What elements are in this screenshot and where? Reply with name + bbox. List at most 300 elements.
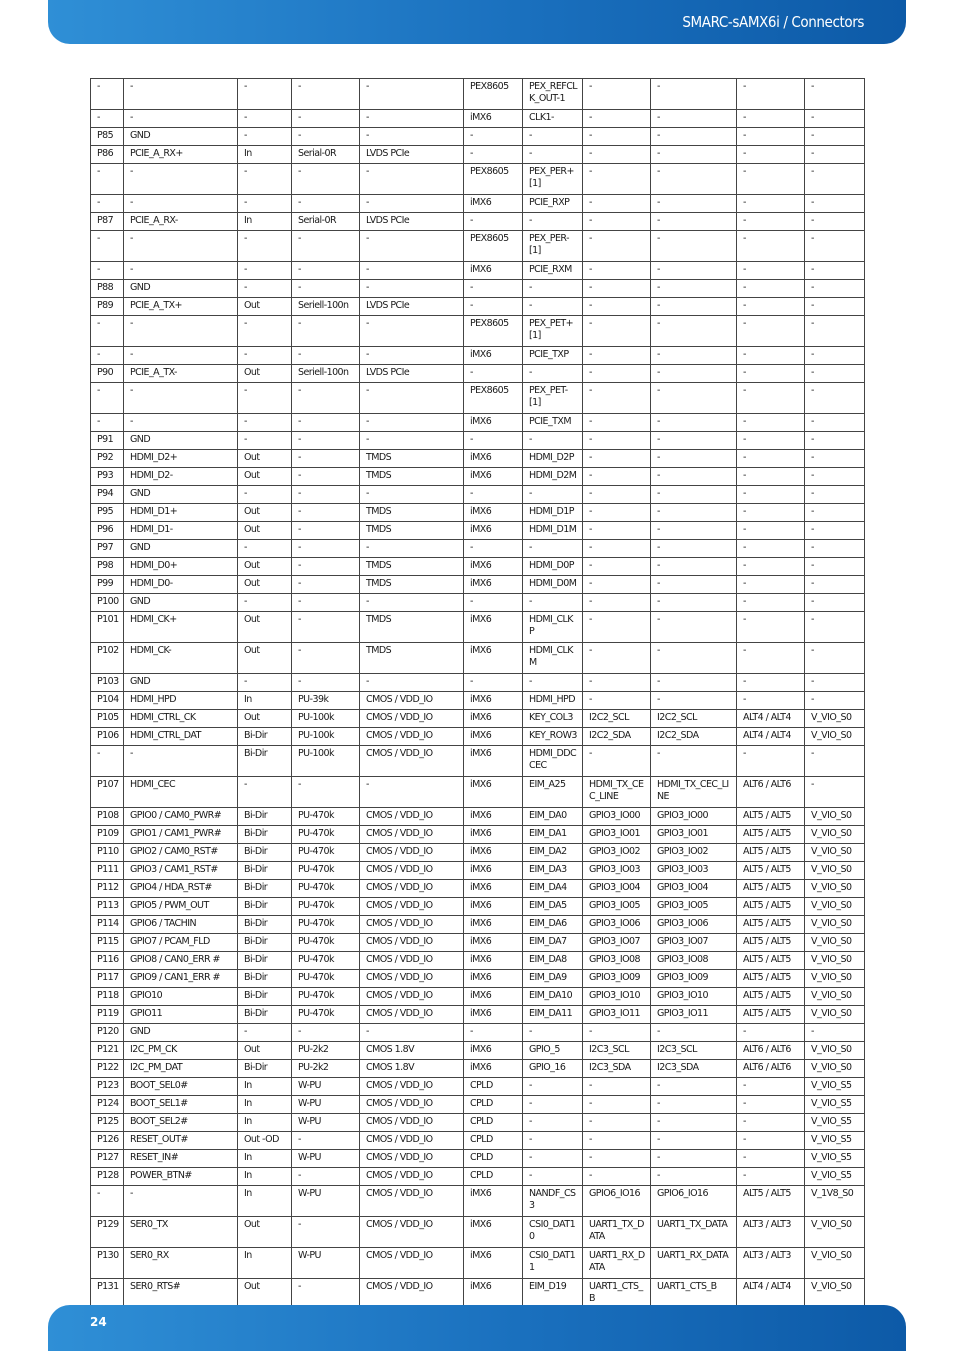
table-row — [91, 414, 865, 432]
table-cell: TMDS — [360, 504, 464, 522]
table-cell: I2C3_SCL — [583, 1042, 651, 1060]
table-cell: V_VIO_S0 — [805, 916, 865, 934]
table-cell: iMX6 — [464, 970, 523, 988]
table-cell: P119 — [91, 1006, 124, 1024]
table-cell: - — [292, 383, 360, 414]
table-cell: GND — [124, 486, 238, 504]
table-cell: - — [737, 522, 805, 540]
table-cell: - — [651, 692, 737, 710]
page-footer — [48, 1305, 906, 1351]
table-cell: - — [805, 486, 865, 504]
table-cell: CLK1- — [523, 110, 583, 128]
table-cell: - — [805, 195, 865, 213]
table-cell: P92 — [91, 450, 124, 468]
table-cell: P116 — [91, 952, 124, 970]
table-cell: PU-2k2 — [292, 1042, 360, 1060]
table-cell: - — [91, 195, 124, 213]
table-cell: CSI0_DAT11 — [523, 1248, 583, 1279]
table-cell: In — [238, 1186, 292, 1217]
table-row — [91, 1060, 865, 1078]
table-cell: iMX6 — [464, 746, 523, 777]
table-cell: - — [238, 128, 292, 146]
table-cell: PU-470k — [292, 934, 360, 952]
table-cell: - — [238, 540, 292, 558]
table-cell: P97 — [91, 540, 124, 558]
table-cell: W-PU — [292, 1078, 360, 1096]
table-cell: ALT5 / ALT5 — [737, 1186, 805, 1217]
table-cell: - — [464, 298, 523, 316]
table-cell: iMX6 — [464, 504, 523, 522]
table-cell: - — [292, 414, 360, 432]
table-cell: - — [523, 1096, 583, 1114]
table-cell: W-PU — [292, 1150, 360, 1168]
table-cell: - — [805, 522, 865, 540]
table-cell: CPLD — [464, 1078, 523, 1096]
table-cell: - — [805, 213, 865, 231]
table-cell: iMX6 — [464, 777, 523, 808]
table-cell: - — [464, 540, 523, 558]
table-row — [91, 808, 865, 826]
table-cell: GND — [124, 432, 238, 450]
table-cell: P111 — [91, 862, 124, 880]
table-cell: - — [651, 643, 737, 674]
table-cell: - — [651, 146, 737, 164]
table-cell: Bi-Dir — [238, 728, 292, 746]
table-cell: PEX_PER-[1] — [523, 231, 583, 262]
table-cell: P89 — [91, 298, 124, 316]
table-cell: - — [583, 522, 651, 540]
table-cell: Bi-Dir — [238, 934, 292, 952]
table-cell: V_VIO_S0 — [805, 826, 865, 844]
table-cell: - — [651, 231, 737, 262]
table-body — [91, 79, 865, 1310]
table-cell: - — [583, 692, 651, 710]
table-cell: - — [464, 594, 523, 612]
table-cell: GPIO7 / PCAM_FLD — [124, 934, 238, 952]
table-cell: CMOS / VDD_IO — [360, 844, 464, 862]
table-cell: CPLD — [464, 1114, 523, 1132]
table-cell: ALT4 / ALT4 — [737, 728, 805, 746]
table-cell: P127 — [91, 1150, 124, 1168]
table-cell: RESET_OUT# — [124, 1132, 238, 1150]
connector-pin-table — [90, 78, 865, 1310]
table-cell: V_VIO_S0 — [805, 710, 865, 728]
table-cell: - — [651, 504, 737, 522]
table-cell: P95 — [91, 504, 124, 522]
table-cell: - — [523, 432, 583, 450]
table-cell: UART1_RX_DATA — [651, 1248, 737, 1279]
table-cell: V_VIO_S0 — [805, 728, 865, 746]
table-cell: - — [292, 316, 360, 347]
table-row — [91, 432, 865, 450]
table-cell: - — [238, 347, 292, 365]
table-cell: ALT5 / ALT5 — [737, 880, 805, 898]
table-cell: CMOS / VDD_IO — [360, 988, 464, 1006]
table-row — [91, 576, 865, 594]
table-cell: P101 — [91, 612, 124, 643]
table-cell: - — [805, 468, 865, 486]
table-cell: GPIO3_IO07 — [651, 934, 737, 952]
table-cell: ALT5 / ALT5 — [737, 844, 805, 862]
table-cell: GPIO3_IO01 — [651, 826, 737, 844]
table-cell: GPIO0 / CAM0_PWR# — [124, 808, 238, 826]
table-row — [91, 79, 865, 110]
table-cell: SER0_RX — [124, 1248, 238, 1279]
table-cell: - — [124, 164, 238, 195]
table-cell: iMX6 — [464, 1186, 523, 1217]
table-cell: TMDS — [360, 643, 464, 674]
table-cell: - — [360, 777, 464, 808]
table-cell: W-PU — [292, 1186, 360, 1217]
table-cell: Out — [238, 522, 292, 540]
table-cell: - — [360, 262, 464, 280]
table-cell: P117 — [91, 970, 124, 988]
table-cell: P90 — [91, 365, 124, 383]
table-cell: - — [805, 674, 865, 692]
table-cell: - — [523, 1150, 583, 1168]
table-cell: - — [583, 674, 651, 692]
table-cell: GPIO11 — [124, 1006, 238, 1024]
table-cell: ALT5 / ALT5 — [737, 934, 805, 952]
table-cell: - — [523, 486, 583, 504]
table-cell: P106 — [91, 728, 124, 746]
table-cell: CMOS / VDD_IO — [360, 826, 464, 844]
table-cell: - — [805, 432, 865, 450]
table-cell: - — [523, 1024, 583, 1042]
table-cell: P98 — [91, 558, 124, 576]
table-cell: - — [360, 540, 464, 558]
table-cell: - — [737, 347, 805, 365]
table-cell: P103 — [91, 674, 124, 692]
table-cell: P122 — [91, 1060, 124, 1078]
table-cell: GPIO3_IO02 — [651, 844, 737, 862]
table-cell: In — [238, 146, 292, 164]
table-cell: HDMI_CTRL_DAT — [124, 728, 238, 746]
page-number: 24 — [90, 1315, 107, 1329]
table-cell: P88 — [91, 280, 124, 298]
table-cell: HDMI_CLKM — [523, 643, 583, 674]
table-cell: - — [805, 128, 865, 146]
table-cell: P125 — [91, 1114, 124, 1132]
table-cell: TMDS — [360, 468, 464, 486]
table-cell: EIM_DA2 — [523, 844, 583, 862]
table-row — [91, 844, 865, 862]
table-cell: - — [523, 128, 583, 146]
table-cell: - — [737, 414, 805, 432]
table-row — [91, 916, 865, 934]
table-cell: In — [238, 1114, 292, 1132]
table-cell: - — [805, 777, 865, 808]
table-row — [91, 383, 865, 414]
table-cell: iMX6 — [464, 1006, 523, 1024]
table-cell: UART1_CTS_B — [583, 1279, 651, 1310]
table-cell: - — [583, 128, 651, 146]
table-cell: CMOS 1.8V — [360, 1060, 464, 1078]
table-cell: In — [238, 1150, 292, 1168]
table-cell: GPIO9 / CAN1_ERR # — [124, 970, 238, 988]
table-cell: - — [651, 383, 737, 414]
table-cell: V_VIO_S0 — [805, 1248, 865, 1279]
table-cell: - — [805, 594, 865, 612]
table-cell: PEX8605 — [464, 79, 523, 110]
table-cell: EIM_D19 — [523, 1279, 583, 1310]
table-cell: HDMI_TX_CEC_LINE — [583, 777, 651, 808]
table-cell: - — [91, 1186, 124, 1217]
table-cell: - — [238, 432, 292, 450]
table-cell: - — [737, 1168, 805, 1186]
table-cell: Out — [238, 365, 292, 383]
table-cell: - — [737, 146, 805, 164]
table-cell: - — [805, 540, 865, 558]
table-cell: - — [651, 365, 737, 383]
table-cell: Out — [238, 1217, 292, 1248]
table-cell: - — [651, 262, 737, 280]
table-cell: GPIO3_IO06 — [651, 916, 737, 934]
table-cell: - — [583, 213, 651, 231]
table-cell: - — [651, 594, 737, 612]
table-cell: - — [651, 1168, 737, 1186]
table-cell: HDMI_D1- — [124, 522, 238, 540]
table-cell: PCIE_A_TX+ — [124, 298, 238, 316]
table-cell: In — [238, 1248, 292, 1279]
table-cell: TMDS — [360, 612, 464, 643]
table-cell: - — [805, 146, 865, 164]
table-cell: P87 — [91, 213, 124, 231]
table-cell: V_VIO_S0 — [805, 1217, 865, 1248]
table-cell: GPIO3_IO03 — [651, 862, 737, 880]
table-cell: - — [737, 383, 805, 414]
table-cell: GPIO3_IO05 — [651, 898, 737, 916]
table-cell: V_VIO_S0 — [805, 844, 865, 862]
table-cell: - — [292, 262, 360, 280]
table-cell: I2C2_SCL — [583, 710, 651, 728]
table-cell: - — [583, 280, 651, 298]
table-cell: iMX6 — [464, 880, 523, 898]
table-cell: - — [651, 128, 737, 146]
table-cell: Out — [238, 1042, 292, 1060]
table-cell: P99 — [91, 576, 124, 594]
table-cell: iMX6 — [464, 1042, 523, 1060]
table-cell: - — [360, 110, 464, 128]
table-cell: - — [91, 347, 124, 365]
table-cell: GPIO3_IO08 — [651, 952, 737, 970]
table-cell: I2C3_SDA — [583, 1060, 651, 1078]
table-row — [91, 486, 865, 504]
table-cell: Serial-0R — [292, 146, 360, 164]
table-cell: - — [91, 79, 124, 110]
table-cell: - — [91, 383, 124, 414]
table-cell: - — [523, 540, 583, 558]
table-cell: iMX6 — [464, 1217, 523, 1248]
table-row — [91, 1217, 865, 1248]
table-cell: - — [292, 1279, 360, 1310]
table-cell: - — [651, 746, 737, 777]
table-cell: - — [583, 316, 651, 347]
table-cell: - — [737, 1024, 805, 1042]
table-cell: - — [737, 262, 805, 280]
table-cell: - — [292, 576, 360, 594]
table-cell: - — [737, 450, 805, 468]
table-cell: HDMI_TX_CEC_LINE — [651, 777, 737, 808]
table-cell: - — [238, 110, 292, 128]
table-cell: EIM_DA7 — [523, 934, 583, 952]
table-cell: - — [292, 504, 360, 522]
table-row — [91, 1248, 865, 1279]
table-cell: - — [583, 486, 651, 504]
table-cell: BOOT_SEL2# — [124, 1114, 238, 1132]
table-cell: Bi-Dir — [238, 1006, 292, 1024]
table-cell: - — [805, 450, 865, 468]
table-cell: - — [651, 347, 737, 365]
table-cell: - — [583, 110, 651, 128]
table-cell: - — [737, 540, 805, 558]
table-cell: P105 — [91, 710, 124, 728]
table-cell: - — [464, 146, 523, 164]
table-cell: CMOS / VDD_IO — [360, 692, 464, 710]
table-cell: - — [292, 522, 360, 540]
table-cell: CMOS / VDD_IO — [360, 916, 464, 934]
table-cell: - — [523, 298, 583, 316]
table-cell: - — [292, 1024, 360, 1042]
table-cell: - — [805, 365, 865, 383]
table-cell: PCIE_A_RX+ — [124, 146, 238, 164]
table-cell: - — [805, 643, 865, 674]
table-cell: - — [292, 164, 360, 195]
table-cell: ALT5 / ALT5 — [737, 1006, 805, 1024]
table-cell: - — [651, 164, 737, 195]
table-cell: - — [583, 432, 651, 450]
table-cell: ALT5 / ALT5 — [737, 988, 805, 1006]
table-cell: In — [238, 1168, 292, 1186]
table-cell: - — [583, 231, 651, 262]
table-cell: P130 — [91, 1248, 124, 1279]
table-cell: - — [737, 213, 805, 231]
table-cell: - — [292, 128, 360, 146]
table-cell: - — [124, 316, 238, 347]
table-cell: P123 — [91, 1078, 124, 1096]
table-row — [91, 826, 865, 844]
table-cell: P86 — [91, 146, 124, 164]
table-cell: LVDS PCIe — [360, 213, 464, 231]
table-cell: PU-470k — [292, 898, 360, 916]
table-row — [91, 1078, 865, 1096]
table-cell: - — [583, 1096, 651, 1114]
table-row — [91, 674, 865, 692]
table-cell: - — [583, 79, 651, 110]
table-cell: - — [651, 316, 737, 347]
table-cell: - — [292, 643, 360, 674]
table-cell: GPIO3_IO02 — [583, 844, 651, 862]
table-cell: HDMI_D0- — [124, 576, 238, 594]
table-cell: PU-470k — [292, 970, 360, 988]
table-cell: P85 — [91, 128, 124, 146]
table-cell: PU-470k — [292, 988, 360, 1006]
table-cell: GPIO3_IO04 — [583, 880, 651, 898]
table-cell: CMOS / VDD_IO — [360, 1248, 464, 1279]
table-cell: - — [238, 594, 292, 612]
table-row — [91, 1096, 865, 1114]
table-cell: - — [464, 280, 523, 298]
table-cell: - — [292, 486, 360, 504]
table-cell: GND — [124, 594, 238, 612]
table-cell: P107 — [91, 777, 124, 808]
table-cell: - — [124, 347, 238, 365]
table-cell: Bi-Dir — [238, 826, 292, 844]
table-cell: - — [91, 414, 124, 432]
table-cell: - — [360, 414, 464, 432]
table-cell: I2C2_SDA — [583, 728, 651, 746]
table-cell: ALT3 / ALT3 — [737, 1248, 805, 1279]
table-cell: - — [360, 79, 464, 110]
table-cell: - — [737, 468, 805, 486]
table-cell: iMX6 — [464, 728, 523, 746]
table-cell: EIM_DA8 — [523, 952, 583, 970]
table-cell: LVDS PCIe — [360, 365, 464, 383]
table-cell: - — [292, 450, 360, 468]
table-cell: GPIO8 / CAN0_ERR # — [124, 952, 238, 970]
table-cell: - — [583, 195, 651, 213]
table-cell: I2C_PM_DAT — [124, 1060, 238, 1078]
table-row — [91, 1024, 865, 1042]
table-cell: EIM_A25 — [523, 777, 583, 808]
table-row — [91, 347, 865, 365]
table-cell: Serial-0R — [292, 213, 360, 231]
table-cell: CMOS / VDD_IO — [360, 746, 464, 777]
table-cell: V_VIO_S0 — [805, 952, 865, 970]
table-cell: - — [737, 164, 805, 195]
table-cell: P126 — [91, 1132, 124, 1150]
table-cell: - — [583, 1132, 651, 1150]
table-cell: iMX6 — [464, 450, 523, 468]
table-cell: iMX6 — [464, 612, 523, 643]
table-cell: iMX6 — [464, 934, 523, 952]
table-cell: HDMI_D2- — [124, 468, 238, 486]
table-cell: - — [805, 164, 865, 195]
table-cell: P93 — [91, 468, 124, 486]
table-cell: PCIE_TXM — [523, 414, 583, 432]
table-cell: HDMI_HPD — [124, 692, 238, 710]
table-row — [91, 1042, 865, 1060]
table-cell: V_1V8_S0 — [805, 1186, 865, 1217]
table-cell: CMOS / VDD_IO — [360, 710, 464, 728]
table-cell: GPIO10 — [124, 988, 238, 1006]
table-cell: - — [292, 79, 360, 110]
table-cell: - — [360, 432, 464, 450]
table-cell: POWER_BTN# — [124, 1168, 238, 1186]
table-cell: EIM_DA4 — [523, 880, 583, 898]
table-row — [91, 862, 865, 880]
table-cell: HDMI_CK+ — [124, 612, 238, 643]
table-cell: - — [464, 365, 523, 383]
table-cell: - — [651, 576, 737, 594]
table-cell: ALT5 / ALT5 — [737, 916, 805, 934]
table-cell: CMOS / VDD_IO — [360, 728, 464, 746]
table-cell: P109 — [91, 826, 124, 844]
table-cell: Out — [238, 298, 292, 316]
table-cell: V_VIO_S5 — [805, 1132, 865, 1150]
table-cell: GND — [124, 674, 238, 692]
table-cell: - — [360, 594, 464, 612]
table-cell: - — [651, 1114, 737, 1132]
table-cell: - — [523, 1078, 583, 1096]
table-cell: PU-470k — [292, 1006, 360, 1024]
table-cell: KEY_ROW3 — [523, 728, 583, 746]
table-row — [91, 898, 865, 916]
table-cell: ALT4 / ALT4 — [737, 710, 805, 728]
table-cell: GPIO3_IO11 — [583, 1006, 651, 1024]
table-cell: - — [91, 316, 124, 347]
table-cell: NANDF_CS3 — [523, 1186, 583, 1217]
